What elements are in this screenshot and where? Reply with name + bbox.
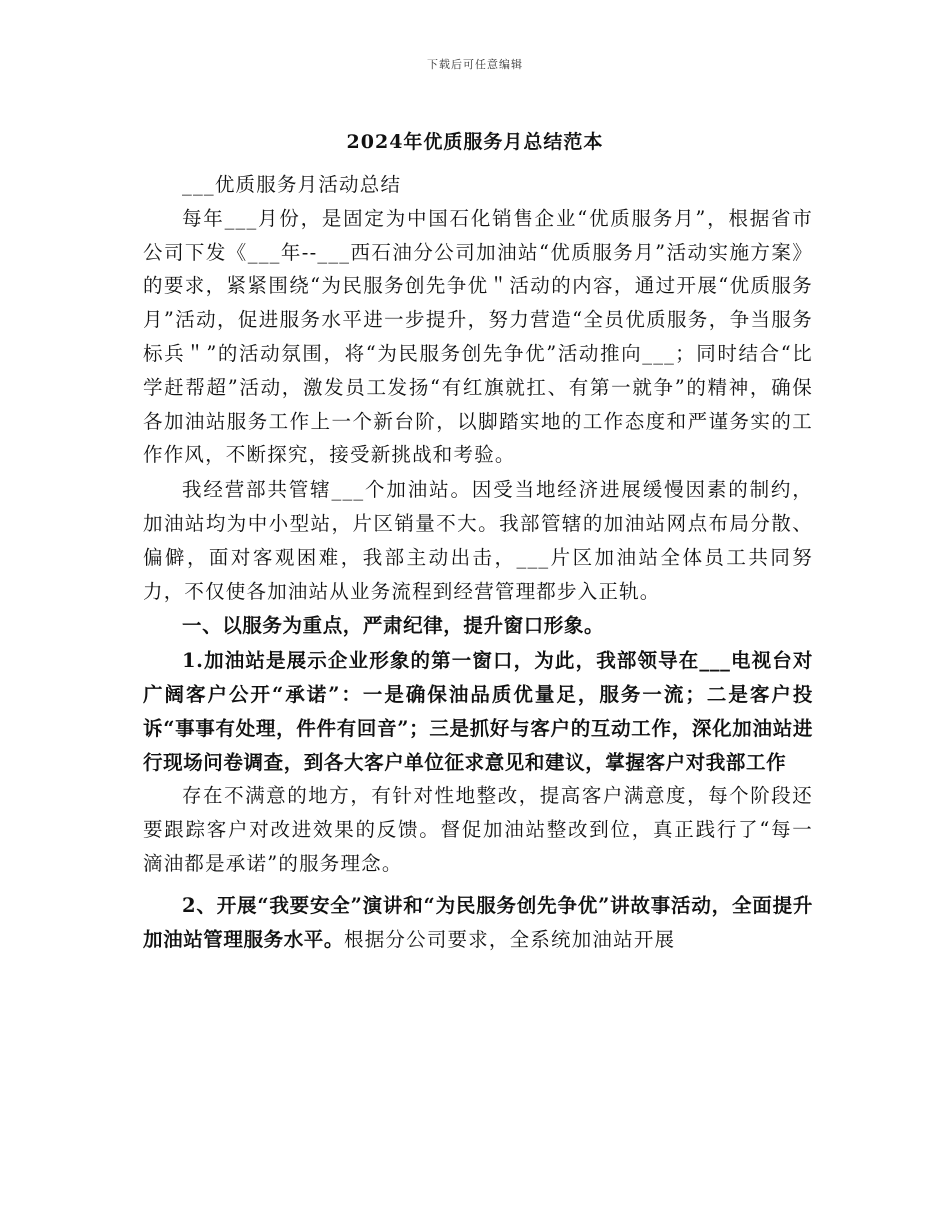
paragraph-item-1: 1.加油站是展示企业形象的第一窗口，为此，我部领导在___电视台对广阔客户公开“承诺”：一是确保油品质优量足，服务一流；二是客户投诉“事事有处理，件件有回音”；三是抓好与客户的互动工作，深化加油站进行现场问卷调查，到各大客户单位征求意见和建议，掌握客户对我部工作 (143, 649, 813, 774)
item-2-body: 根据分公司要求，全系统加油站开展 (344, 927, 676, 951)
document-title: 2024年优质服务月总结范本 (346, 131, 604, 153)
paragraph-intro: 每年___月份，是固定为中国石化销售企业“优质服务月”，根据省市公司下发《___年--___西石油分公司加油站“优质服务月”活动实施方案》的要求，紧紧围绕“为民服务创先争优＂活动的内容，通过开展“优质服务月”活动，促进服务水平进一步提升，努力营造“全员优质服务，争当服务标兵＂”的活动氛围，将“为民服务创先争优”活动推向___；同时结合“比学赶帮超”活动，激发员工发扬“有红旗就扛、有第一就争”的精神，确保各加油站服务工作上一个新台阶，以脚踏实地的工作态度和严谨务实的工作作风，不断探究，接受新挑战和考验。 (143, 206, 813, 467)
paragraph-stations: 我经营部共管辖___个加油站。因受当地经济进展缓慢因素的制约，加油站均为中小型站，片区销量不大。我部管辖的加油站网点布局分散、偏僻，面对客观困难，我部主动出击，___片区加油站全体员工共同努力，不仅使各加油站从业务流程到经营管理都步入正轨。 (143, 478, 813, 603)
paragraph-feedback: 存在不满意的地方，有针对性地整改，提高客户满意度，每个阶段还要跟踪客户对改进效果的反馈。督促加油站整改到位，真正践行了“每一滴油都是承诺”的服务理念。 (143, 784, 813, 875)
paragraph-item-2 (143, 889, 813, 957)
section-heading-1: 一、以服务为重点，严肃纪律，提升窗口形象。 (182, 614, 605, 638)
page-header: 下载后可任意编辑 (427, 58, 523, 71)
paragraph-subtitle: ___优质服务月活动总结 (182, 173, 402, 196)
item-2-heading: 2、开展“我要安全”演讲和“为民服务创先争优”讲故事活动，全面提升加油站管理服务水平。 (143, 893, 813, 951)
document-body (143, 168, 813, 956)
